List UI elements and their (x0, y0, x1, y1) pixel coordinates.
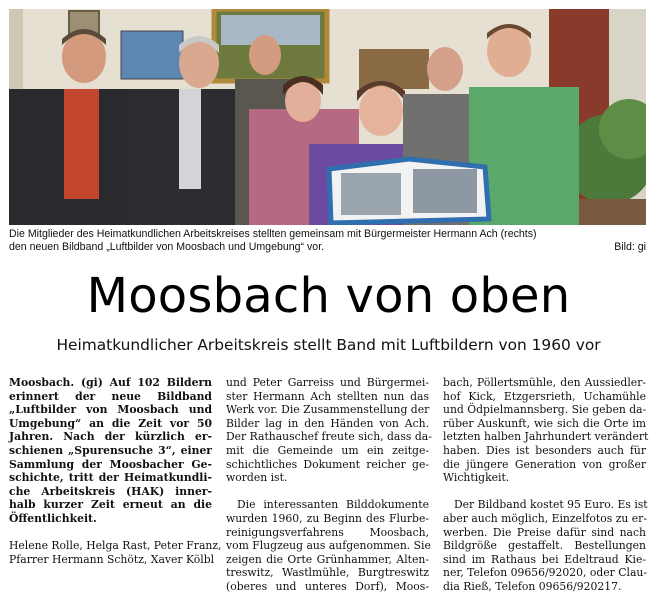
lead-line: che Arbeitskreis (HAK) inner- (9, 484, 212, 498)
body-line: dia Rieß, Telefon 09656/920217. (443, 579, 622, 593)
caption-line-2: den neuen Bildband „Luftbilder von Moosbach und Umgebung“ vor. (9, 241, 325, 253)
body-paragraph (226, 376, 432, 485)
lead-paragraph (9, 376, 212, 526)
body-line: Der Bildband kostet 95 Euro. Es ist (454, 498, 648, 512)
body-line: Bilder lag in den Händen von Ach. (226, 416, 429, 430)
body-line: hof Kick, Etzgersrieth, Uchamühle (443, 389, 646, 403)
body-line: werben. Die Preise dafür sind nach (443, 525, 646, 539)
body-line: aber auch möglich, Einzelfotos zu er- (443, 511, 647, 525)
photo-credit: Bild: gi (614, 241, 646, 253)
body-line: rüber Auskunft, wie sich die Orte im (443, 416, 646, 430)
body-line: letzten halben Jahrhundert verändert (443, 430, 649, 444)
body-line: ster Hermann Ach stellten nun das (226, 389, 429, 403)
body-line: reinigungsverfahrens Moosbach, (226, 525, 429, 539)
body-line: vom Flugzeug aus aufgenommen. Sie (226, 539, 431, 553)
body-line: zeigen die Orte Grünhammer, Alten- (226, 552, 429, 566)
lead-line: Sammlung der Moosbacher Ge- (9, 457, 212, 471)
lead-line: halb kurzer Zeit erneut an die (9, 498, 212, 512)
subheadline: Heimatkundlicher Arbeitskreis stellt Band mit Luftbildern von 1960 vor (56, 336, 601, 354)
body-line: Wichtigkeit. (443, 471, 510, 485)
article-column-2 (226, 376, 432, 594)
lead-line: „Luftbilder von Moosbach und (9, 403, 212, 417)
caption-line-1: Die Mitglieder des Heimatkundlichen Arbeitskreises stellten gemeinsam mit Bürgermeister Hermann Ach (rechts) (9, 228, 537, 240)
body-paragraph (9, 539, 222, 566)
body-line: Bildgröße gestaffelt. Bestellungen (443, 539, 646, 553)
body-line: treswitz, Wastlmühle, Burgtreswitz (226, 566, 429, 580)
body-line: Pfarrer Hermann Schötz, Xaver Kölbl (9, 552, 215, 566)
body-line: Die interessanten Bilddokumente (237, 498, 429, 512)
lead-line: erinnert der neue Bildband (9, 389, 212, 403)
body-line: die jüngere Generation von großer (443, 457, 646, 471)
body-line: Werk vor. Die Zusammenstellung der (226, 403, 430, 417)
body-line: (oberes und unteres Dorf), Moos- (226, 579, 429, 593)
lead-line: Jahren. Nach der kürzlich er- (9, 430, 212, 444)
body-line: bach, Pöllertsmühle, den Aussiedler- (443, 376, 646, 389)
body-line: und Peter Garreiss und Bürgermei- (226, 376, 429, 389)
photo-caption (9, 228, 646, 254)
article-column-1 (9, 376, 222, 566)
lead-line: Öffentlichkeit. (9, 511, 97, 525)
body-line: schichtliches Dokument reicher ge- (226, 457, 429, 471)
body-line: haben. Dies ist besonders auch für (443, 443, 646, 457)
body-line: ner, Telefon 09656/92020, oder Clau- (443, 566, 648, 580)
lead-line: Umgebung“ an die Zeit vor 50 (9, 416, 212, 430)
lead-line: schienen „Spurensuche 3“, einer (9, 443, 212, 457)
body-line: sind im Rathaus bei Edeltraud Kie- (443, 552, 646, 566)
group-photo-image (9, 9, 646, 225)
body-line: wurden 1960, zu Beginn des Flurbe- (226, 511, 429, 525)
article-column-3 (443, 376, 649, 594)
lead-line: Moosbach. (gi) Auf 102 Bildern (9, 376, 212, 389)
body-line: Helene Rolle, Helga Rast, Peter Franz, (9, 539, 222, 553)
body-line: mit die Gemeinde um ein zeitge- (226, 443, 429, 457)
body-line: und Ödpielmannsberg. Sie geben da- (443, 403, 647, 417)
headline: Moosbach von oben (86, 268, 571, 324)
group-photo (9, 9, 646, 225)
lead-line: schichte, tritt der Heimatkundli- (9, 471, 212, 485)
body-line: Der Rathauschef freute sich, dass da- (226, 430, 432, 444)
body-paragraph (226, 498, 429, 593)
body-paragraph (443, 498, 646, 593)
body-line: worden ist. (226, 471, 288, 485)
body-paragraph (443, 376, 649, 485)
